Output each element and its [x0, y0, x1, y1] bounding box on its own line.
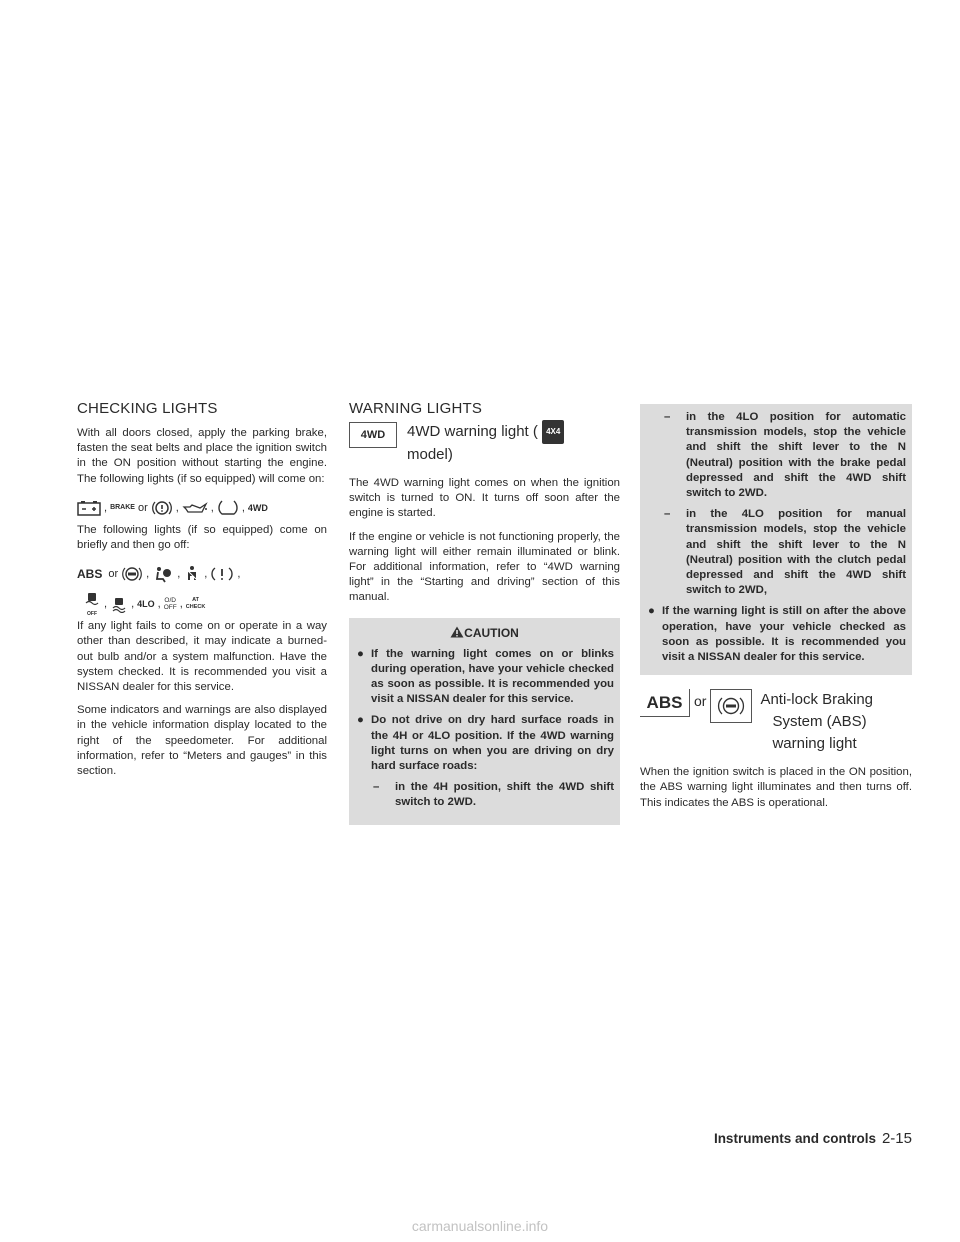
checking-lights-column	[77, 400, 327, 787]
list-item: – in the 4H position, shift the 4WD shift switch to 2WD.	[373, 781, 614, 809]
watermark: carmanualsonline.info	[411, 1218, 549, 1234]
od-off-icon: O/D OFF	[163, 597, 177, 612]
4wd-warning-icon: 4WD	[349, 422, 397, 448]
caution-box-continued	[640, 404, 912, 675]
abs-title: Anti-lock Braking System (ABS) warning light	[760, 691, 873, 753]
icon-row-brief-2: OFF , , 4LO , O/D OFF , AT CHECK	[83, 591, 327, 617]
4wd-text-icon: 4WD	[247, 502, 268, 513]
abs-circle-icon	[121, 565, 143, 583]
airbag-icon	[152, 565, 174, 583]
list-item: ● If the warning light comes on or blinks during operation, have your vehicle checked as soon as possible. It is recommended you visit a NISSAN dealer for this service.	[357, 647, 614, 706]
slip-indicator-icon	[110, 595, 128, 613]
4wd-warning-subheading: 4WD 4WD warning light ( 4X4 model)	[349, 420, 620, 466]
vdc-off-icon: OFF	[83, 591, 101, 618]
brake-warning-icon	[151, 499, 173, 517]
caution-list	[355, 647, 614, 811]
page-number: 2-15	[881, 1130, 912, 1147]
icon-row-come-on: , BRAKE or , , , 4WD	[77, 495, 327, 521]
warning-lights-heading: WARNING LIGHTS	[349, 400, 483, 417]
4x4-badge-icon: 4X4	[542, 420, 564, 444]
page-footer	[700, 1130, 912, 1147]
checking-lights-intro: With all doors closed, apply the parking brake, fasten the seat belts and place the ignition switch in the ON position without starting the engine. The following lights (if so equipped) will come on:	[77, 427, 327, 485]
list-item: ● If the warning light is still on after the above operation, have your vehicle checked as soon as possible. It is recommended you visit a NISSAN dealer for this service.	[648, 605, 906, 664]
master-warning-icon	[210, 565, 234, 583]
checking-lights-heading: CHECKING LIGHTS	[77, 400, 218, 417]
abs-paragraph: When the ignition switch is placed in the ON position, the ABS warning light illuminates and then turns off. This indicates the ABS is operational.	[640, 766, 912, 809]
caution-box	[349, 618, 620, 825]
abs-circle-icon	[710, 689, 752, 723]
section-name: Instruments and controls	[713, 1131, 876, 1146]
checking-lights-brief: The following lights (if so equipped) come on briefly and then go off:	[77, 523, 327, 552]
checking-lights-indicators-paragraph: Some indicators and warnings are also displayed in the vehicle information display located to the right of the speedometer. For additional information, refer to “Meters and gauges” in this section.	[77, 704, 327, 778]
caution-triangle-icon	[450, 626, 464, 641]
list-item: ● Do not drive on dry hard surface roads in the 4H or 4LO position. If the 4WD warning light turns on when you are driving on dry hard surface roads:	[357, 714, 614, 773]
at-check-icon: AT CHECK	[185, 597, 206, 611]
list-item: – in the 4LO position for automatic transmission models, stop the vehicle and shift the shift lever to the N (Neutral) position with the brake pedal depressed and shift the 4WD shift switch to 2WD.	[664, 411, 906, 500]
oil-pressure-icon	[182, 501, 208, 515]
4wd-paragraph-1: The 4WD warning light comes on when the ignition switch is turned to ON. It turns off soon after the engine is started.	[349, 477, 620, 520]
battery-icon	[77, 500, 101, 516]
4lo-text-icon: 4LO	[137, 599, 155, 610]
warning-lights-continued-column	[640, 404, 912, 819]
abs-text-icon: ABS	[640, 689, 690, 717]
caution-title: CAUTION	[464, 626, 519, 641]
4wd-paragraph-2: If the engine or vehicle is not functioning properly, the warning light will either remain illuminated or blink. For additional information, refer to “4WD warning light” in the “Starting and driving” section of this manual.	[349, 530, 620, 604]
tire-pressure-icon	[217, 499, 239, 517]
brake-text-icon: BRAKE	[110, 504, 135, 512]
abs-warning-subheading: ABS or Anti-lock Braking System (ABS) warning light	[640, 689, 912, 755]
abs-text-icon: ABS	[77, 567, 103, 582]
list-item: – in the 4LO position for manual transmission models, stop the vehicle and shift the shift lever to the N (Neutral) position with the clutch pedal depressed and shift the 4WD shift switch to 2WD,	[664, 508, 906, 597]
icon-row-brief: ABS or , , , ,	[77, 567, 241, 582]
seatbelt-icon	[183, 565, 201, 583]
warning-lights-column	[349, 400, 620, 825]
checking-lights-fail-paragraph: If any light fails to come on or operate in a way other than described, it may indicate a burned-out bulb and/or a system malfunction. Have the system checked. It is recommended you visit a NISSAN dealer for this service.	[77, 620, 327, 694]
